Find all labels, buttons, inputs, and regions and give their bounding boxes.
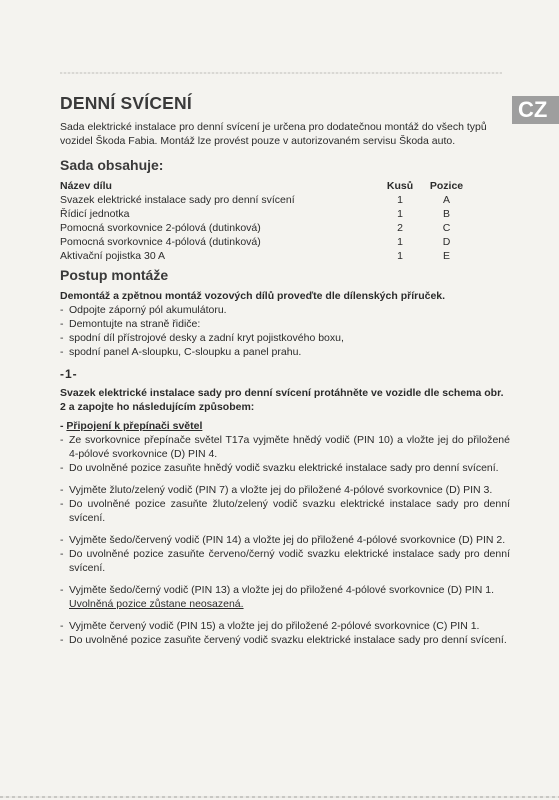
column-header-qty: Kusů xyxy=(386,180,414,192)
unused-position-note: Uvolněná pozice zůstane neosazená. xyxy=(69,598,244,610)
disassembly-note: Demontáž a zpětnou montáž vozových dílů proveďte dle dílenských příruček. xyxy=(60,290,446,302)
bottom-edge xyxy=(0,796,559,798)
document-body xyxy=(60,92,510,647)
list-item: - spodní díl přístrojové desky a zadní kryt pojistkového boxu, xyxy=(60,331,510,345)
list-item: - Vyjměte žluto/zelený vodič (PIN 7) a vložte jej do přiložené 4-pólové svorkovnice (D) PIN 3. xyxy=(60,483,510,497)
part-name: Řídicí jednotka xyxy=(60,208,130,220)
procedure-heading: Postup montáže xyxy=(60,267,169,283)
part-qty: 1 xyxy=(397,236,403,248)
steps-group-1 xyxy=(60,433,510,475)
part-qty: 2 xyxy=(397,222,403,234)
part-qty: 1 xyxy=(397,250,403,262)
list-item: - Do uvolněné pozice zasuňte červený vodič svazku elektrické instalace sady pro denní svícení. xyxy=(60,633,510,647)
part-position: C xyxy=(442,222,451,234)
list-item: - Demontujte na straně řidiče: xyxy=(60,317,510,331)
table-row xyxy=(60,193,473,207)
part-position: A xyxy=(442,194,450,206)
list-item: - Ze svorkovnice přepínače světel T17a vyjměte hnědý vodič (PIN 10) a vložte jej do přiložené 4-pólové svorkovnice (D) PIN 4. xyxy=(60,433,510,461)
steps-group-5 xyxy=(60,619,510,647)
list-item: - Do uvolněné pozice zasuňte hnědý vodič svazku elektrické instalace sady pro denní svícení. xyxy=(60,461,510,475)
column-header-name: Název dílu xyxy=(60,180,112,192)
step-title: Svazek elektrické instalace sady pro denní svícení protáhněte ve vozidle dle schema obr. 2 a zapojte ho následujícím způsobem: xyxy=(60,387,504,413)
list-item: - Do uvolněné pozice zasuňte červeno/černý vodič svazku elektrické instalace sady pro denní svícení. xyxy=(60,547,510,575)
list-item: - Do uvolněné pozice zasuňte žluto/zelený vodič svazku elektrické instalace sady pro denní svícení. xyxy=(60,497,510,525)
list-item-text: Vyjměte šedo/černý vodič (PIN 13) a vložte jej do přiložené 4-pólové svorkovnice (D) PIN 1. xyxy=(69,584,495,596)
part-position: D xyxy=(442,236,451,248)
column-header-position: Pozice xyxy=(429,180,464,192)
intro-paragraph: Sada elektrické instalace pro denní svícení je určena pro dodatečnou montáž do všech typů vozidel Škoda Fabia. Montáž lze provést pouze v autorizovaném servisu Škoda auto. xyxy=(60,121,487,147)
part-position: B xyxy=(442,208,450,220)
steps-group-4 xyxy=(60,583,510,611)
table-row xyxy=(60,249,473,263)
part-qty: 1 xyxy=(397,208,403,220)
part-name: Pomocná svorkovnice 4-pólová (dutinková) xyxy=(60,236,261,248)
contents-heading: Sada obsahuje: xyxy=(60,157,164,173)
list-item: - Vyjměte červený vodič (PIN 15) a vložte jej do přiložené 2-pólové svorkovnice (C) PIN 1. xyxy=(60,619,510,633)
table-row xyxy=(60,221,473,235)
list-item: - Odpojte záporný pól akumulátoru. xyxy=(60,303,510,317)
part-name: Aktivační pojistka 30 A xyxy=(60,250,166,262)
language-tab: CZ xyxy=(512,96,559,124)
part-name: Pomocná svorkovnice 2-pólová (dutinková) xyxy=(60,222,261,234)
page-title: DENNÍ SVÍCENÍ xyxy=(60,93,192,113)
top-divider xyxy=(60,72,502,74)
steps-group-2 xyxy=(60,483,510,525)
part-name: Svazek elektrické instalace sady pro denní svícení xyxy=(60,194,295,206)
step-number: -1- xyxy=(60,367,78,381)
parts-table-header xyxy=(60,179,473,193)
list-item xyxy=(60,583,510,611)
list-item: - Vyjměte šedo/červený vodič (PIN 14) a vložte jej do přiložené 4-pólové svorkovnice (D) PIN 2. xyxy=(60,533,510,547)
sub-title: - Připojení k přepínači světel xyxy=(60,420,203,432)
steps-group-3 xyxy=(60,533,510,575)
list-item: - spodní panel A-sloupku, C-sloupku a panel prahu. xyxy=(60,345,510,359)
part-position: E xyxy=(442,250,450,262)
parts-table xyxy=(60,179,473,263)
table-row xyxy=(60,235,473,249)
sub-title-text: Připojení k přepínači světel xyxy=(66,420,203,432)
prep-steps-list xyxy=(60,303,510,359)
part-qty: 1 xyxy=(397,194,403,206)
table-row xyxy=(60,207,473,221)
